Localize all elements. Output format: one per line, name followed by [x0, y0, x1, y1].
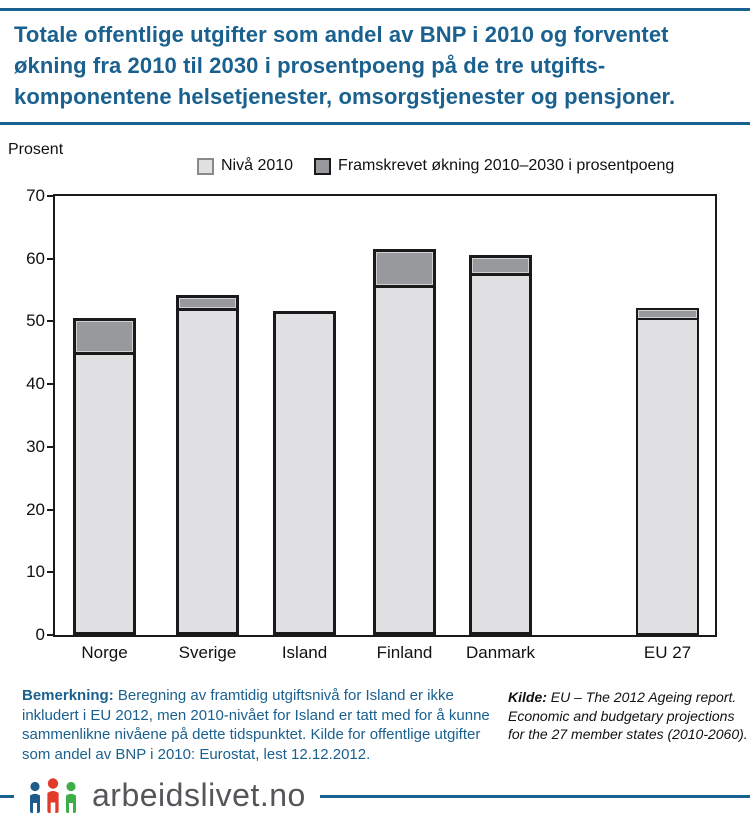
logo-person-blue — [30, 782, 40, 813]
chart-title-line-3: komponentene helsetjenester, omsorgstjenester og pensjoner. — [14, 84, 676, 109]
bar-increase-danmark — [469, 255, 532, 276]
bar-level-norge — [73, 352, 136, 635]
bar-level-sverige — [176, 308, 239, 635]
footer-line-right — [320, 795, 750, 798]
y-tick-mark-50 — [47, 320, 53, 322]
bar-increase-eu-27 — [636, 308, 699, 320]
y-tick-mark-20 — [47, 509, 53, 511]
legend-item-increase — [293, 157, 674, 175]
source-note-label: Kilde: — [508, 689, 547, 705]
source-note — [508, 688, 748, 744]
legend — [197, 157, 674, 175]
remark-note-text: Beregning av framtidig utgiftsnivå for Island er ikke inkludert i EU 2012, men 2010-nivået for Island er tatt med for å kunne sammenlikne nivåene på dette tidspunktet. Kilde for offentlige utgifter som andel av BNP i 2010: Eurostat, lest 12.12.2012. — [22, 687, 490, 763]
bar-increase-norge — [73, 318, 136, 355]
y-tick-label-10: 10 — [26, 562, 45, 582]
logo-person-green — [66, 782, 76, 813]
legend-swatch-level — [197, 158, 214, 175]
y-tick-mark-60 — [47, 258, 53, 260]
y-tick-mark-0 — [47, 634, 53, 636]
x-tick-label-norge: Norge — [81, 643, 128, 662]
x-tick-label-finland: Finland — [376, 643, 433, 662]
y-tick-mark-70 — [47, 195, 53, 197]
title-divider — [0, 122, 750, 125]
site-name: arbeidslivet.no — [92, 777, 306, 813]
x-tick-label-island: Island — [281, 643, 328, 662]
y-axis-title: Prosent — [8, 141, 64, 158]
chart-title-line-1: Totale offentlige utgifter som andel av BNP i 2010 og forventet — [14, 22, 669, 47]
y-tick-mark-40 — [47, 383, 53, 385]
footer — [0, 775, 750, 817]
y-tick-label-40: 40 — [26, 374, 45, 394]
chart-title-line-2: økning fra 2010 til 2030 i prosentpoeng på de tre utgifts- — [14, 53, 606, 78]
plot-area — [26, 186, 717, 662]
y-tick-label-60: 60 — [26, 248, 45, 268]
remark-note — [22, 686, 490, 764]
y-tick-label-50: 50 — [26, 311, 45, 331]
x-tick-label-danmark: Danmark — [466, 643, 535, 662]
bar-level-eu-27 — [636, 318, 699, 635]
legend-swatch-increase — [314, 158, 331, 175]
people-logo-icon — [26, 776, 82, 816]
y-tick-label-70: 70 — [26, 186, 45, 205]
bar-increase-sverige — [176, 295, 239, 311]
legend-label-increase: Framskrevet økning 2010–2030 i prosentpoeng — [338, 157, 675, 174]
footer-line-left — [0, 795, 14, 798]
y-tick-label-0: 0 — [35, 625, 45, 644]
y-tick-mark-10 — [47, 571, 53, 573]
y-tick-label-30: 30 — [26, 436, 45, 456]
x-tick-label-sverige: Sverige — [178, 643, 237, 662]
legend-label-level: Nivå 2010 — [221, 157, 294, 174]
chart-title — [14, 19, 738, 112]
bar-level-finland — [373, 285, 436, 635]
x-tick-label-eu-27: EU 27 — [643, 643, 692, 662]
bar-increase-finland — [373, 249, 436, 288]
legend-item-level — [197, 157, 293, 175]
logo-person-red — [47, 778, 58, 813]
top-divider — [0, 8, 750, 11]
bar-level-danmark — [469, 273, 532, 635]
bar-level-island — [273, 311, 336, 635]
remark-note-label: Bemerkning: — [22, 687, 114, 704]
source-note-text: EU – The 2012 Ageing report. Economic and budgetary projections for the 27 member states (2010-2060). — [508, 689, 748, 742]
y-tick-label-20: 20 — [26, 499, 45, 519]
y-tick-mark-30 — [47, 446, 53, 448]
